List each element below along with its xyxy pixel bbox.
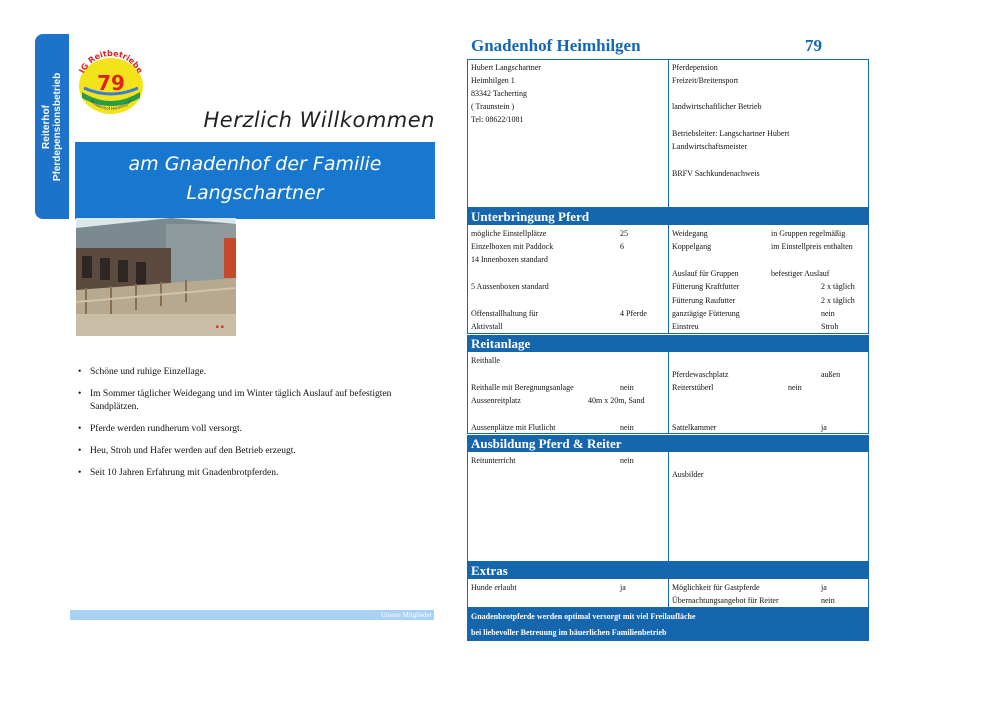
extras-right-value: nein: [821, 596, 835, 605]
reitanlage-left-value: 40m x 20m, Sand: [588, 396, 645, 405]
ausbildung-left-label: Reitunterricht: [471, 456, 516, 465]
section-ausbildung-heading: Ausbildung Pferd & Reiter: [467, 435, 869, 452]
section-unterbringung-heading: Unterbringung Pferd: [467, 208, 869, 225]
contact-city: 83342 Tacherting: [471, 89, 527, 98]
reitanlage-left-value: nein: [620, 383, 634, 392]
reitanlage-left-label: Aussenplätze mit Flutlicht: [471, 423, 556, 432]
list-item: • Pferde werden rundherum voll versorgt.: [78, 423, 428, 436]
unterbringung-right-label: Einstreu: [672, 322, 699, 331]
side-tab-line2: Pferdepensionsbetrieb: [52, 72, 63, 181]
unterbringung-left-label: 5 Aussenboxen standard: [471, 282, 549, 291]
extras-right-label: Übernachtungsangebot für Reiter: [672, 596, 779, 605]
reitanlage-right-label: Pferdewaschplatz: [672, 370, 729, 379]
bottom-banner-line1: Gnadenbrotpferde werden optimal versorgt mit viel Freilaufläche: [471, 612, 696, 621]
logo-arc-text: IG Reitbetriebe: [77, 50, 145, 75]
info-qualifikation: Landwirtschaftsmeister: [672, 142, 748, 151]
banner-line1: am Gnadenhof der Familie: [128, 153, 382, 175]
unterbringung-right-label: Weidegang: [672, 229, 708, 238]
contact-tel: Tel: 08622/1081: [471, 115, 524, 124]
unterbringung-left-label: mögliche Einstellplätze: [471, 229, 547, 238]
unterbringung-left-value: 4 Pferde: [620, 309, 647, 318]
unterbringung-right-label: ganztägige Fütterung: [672, 309, 740, 318]
section-divider: [668, 452, 669, 562]
unterbringung-left-value: 25: [620, 229, 628, 238]
extras-right-value: ja: [821, 583, 827, 592]
list-item: • Heu, Stroh und Hafer werden auf den Betrieb erzeugt.: [78, 445, 428, 458]
contact-region: ( Traunstein ): [471, 102, 515, 111]
unterbringung-left-label: Offenstallhaltung für: [471, 309, 539, 318]
unterbringung-left-label: Aktivstall: [471, 322, 503, 331]
page-title: Gnadenhof Heimhilgen: [471, 36, 641, 55]
reitanlage-right-value: außen: [821, 370, 841, 379]
reitanlage-left-value: nein: [620, 423, 634, 432]
section-extras-heading: Extras: [467, 562, 869, 579]
banner-text: [75, 150, 435, 208]
unterbringung-right-value: nein: [821, 309, 835, 318]
ausbildung-right-label: Ausbilder: [672, 470, 704, 479]
side-tab-line1: Reiterhof: [41, 104, 52, 149]
section-divider: [668, 579, 669, 608]
stable-photo: [76, 218, 236, 336]
unterbringung-right-value: Stroh: [821, 322, 839, 331]
info-type1: Pferdepension: [672, 63, 718, 72]
ausbildung-left-value: nein: [620, 456, 634, 465]
banner-line2: Langschartner: [186, 182, 324, 204]
reitanlage-right-label: Reiterstüberl: [672, 383, 714, 392]
unterbringung-right-value: 2 x täglich: [821, 296, 855, 305]
unterbringung-right-value: in Gruppen regelmäßig: [771, 229, 846, 238]
list-item: • Im Sommer täglicher Weidegang und im Winter täglich Auslauf auf befestigten Sandplätzen.: [78, 388, 428, 414]
unterbringung-right-value: 2 x täglich: [821, 282, 855, 291]
reitanlage-right-value: nein: [788, 383, 802, 392]
page-number: 79: [805, 36, 822, 55]
info-type2: Freizeit/Breitensport: [672, 76, 739, 85]
unterbringung-left-value: 6: [620, 242, 624, 251]
reitanlage-left-label: Reithalle mit Beregnungsanlage: [471, 383, 574, 392]
info-divider: [668, 59, 669, 208]
svg-text:▪ ▪: ▪ ▪: [215, 324, 224, 330]
reitanlage-right-label: Sattelkammer: [672, 423, 717, 432]
section-reitanlage-heading: Reitanlage: [467, 335, 869, 352]
feature-list: [78, 366, 428, 489]
list-item: • Schöne und ruhige Einzellage.: [78, 366, 428, 379]
contact-name: Hubert Langschartner: [471, 63, 541, 72]
welcome-heading: Herzlich Willkommen: [203, 108, 435, 132]
unterbringung-left-label: 14 Innenboxen standard: [471, 255, 548, 264]
extras-left-value: ja: [620, 583, 626, 592]
info-betrieb: landwirtschaftlicher Betrieb: [672, 102, 762, 111]
info-nachweis: BRFV Sachkundenachweis: [672, 169, 760, 178]
unterbringung-right-label: Koppelgang: [672, 242, 712, 251]
reitanlage-left-label: Aussenreitplatz: [471, 396, 521, 405]
unterbringung-right-label: Auslauf für Gruppen: [672, 269, 739, 278]
logo-number: 79: [97, 71, 125, 95]
ig-reitbetriebe-logo: [72, 50, 150, 116]
contact-street: Heimhilgen 1: [471, 76, 515, 85]
unterbringung-right-value: befestiger Auslauf: [771, 269, 830, 278]
section-divider: [668, 225, 669, 334]
reitanlage-right-value: ja: [821, 423, 827, 432]
footer-text: Unsere Mitglieder: [380, 611, 432, 619]
extras-left-label: Hunde erlaubt: [471, 583, 517, 592]
unterbringung-right-value: im Einstellpreis enthalten: [771, 242, 853, 251]
unterbringung-left-label: Einzelboxen mit Paddock: [471, 242, 554, 251]
logo-bottom-text: Gnadenhof Heimhilgen: [89, 98, 133, 111]
section-divider: [668, 352, 669, 434]
reitanlage-left-label: Reithalle: [471, 356, 500, 365]
info-leiter: Betriebsleiter: Langschartner Hubert: [672, 129, 790, 138]
unterbringung-right-label: Fütterung Kraftfutter: [672, 282, 740, 291]
extras-right-label: Möglichkeit für Gastpferde: [672, 583, 760, 592]
unterbringung-right-label: Fütterung Raufutter: [672, 296, 736, 305]
list-item: • Seit 10 Jahren Erfahrung mit Gnadenbrotpferden.: [78, 467, 428, 480]
bottom-banner-line2: bei liebevoller Betreuung im bäuerlichen Familienbetrieb: [471, 628, 667, 637]
side-tab-label: [35, 34, 69, 219]
